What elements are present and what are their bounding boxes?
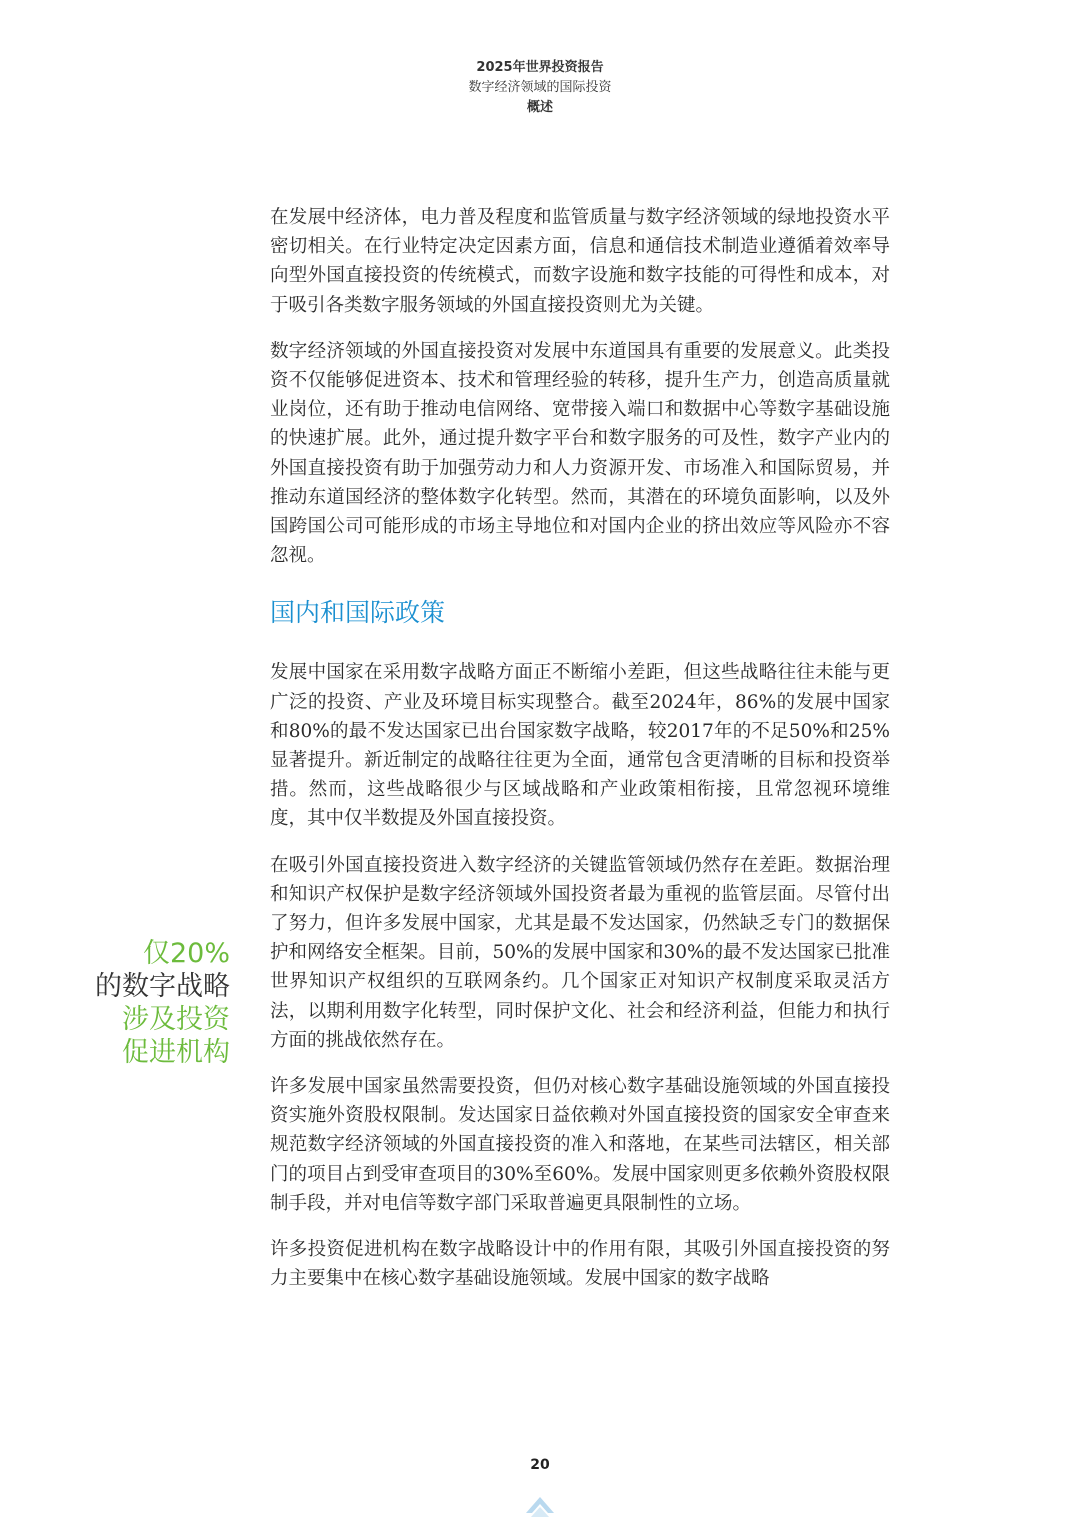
callout-line-2: 的数字战略 xyxy=(95,971,230,1002)
pull-quote-callout xyxy=(40,937,230,1069)
callout-line-3: 涉及投资 xyxy=(122,1004,230,1035)
section-heading: 国内和国际政策 xyxy=(270,598,446,628)
paragraph-1: 在发展中经济体，电力普及程度和监管质量与数字经济领域的绿地投资水平密切相关。在行业特定决定因素方面，信息和通信技术制造业遵循着效率导向型外国直接投资的传统模式，而数字设施和数字技能的可得性和成本，对于吸引各类数字服务领域的外国直接投资则尤为关键。 xyxy=(270,207,890,316)
paragraph-4: 在吸引外国直接投资进入数字经济的关键监管领域仍然存在差距。数据治理和知识产权保护是数字经济领域外国投资者最为重视的监管层面。尽管付出了努力，但许多发展中国家，尤其是最不发达国家，仍然缺乏专门的数据保护和网络安全框架。目前，50%的发展中国家和30%的最不发达国家已批准世界知识产权组织的互联网条约。几个国家正对知识产权制度采取灵活方法，以期利用数字化转型，同时保护文化、社会和经济利益，但能力和执行方面的挑战依然存在。 xyxy=(270,854,890,1051)
paragraph-2: 数字经济领域的外国直接投资对发展中东道国具有重要的发展意义。此类投资不仅能够促进资本、技术和管理经验的转移，提升生产力，创造高质量就业岗位，还有助于推动电信网络、宽带接入端口和数据中心等数字基础设施的快速扩展。此外，通过提升数字平台和数字服务的可及性，数字产业内的外国直接投资有助于加强劳动力和人力资源开发、市场准入和国际贸易，并推动东道国经济的整体数字化转型。然而，其潜在的环境负面影响，以及外国跨国公司可能形成的市场主导地位和对国内企业的挤出效应等风险亦不容忽视。 xyxy=(270,340,890,567)
section-label: 概述 xyxy=(526,100,553,115)
report-title: 2025年世界投资报告 xyxy=(476,60,604,75)
page-header xyxy=(0,58,1080,118)
callout-line-4: 促进机构 xyxy=(122,1037,230,1068)
main-text-column xyxy=(270,203,890,1311)
paragraph-5: 许多发展中国家虽然需要投资，但仍对核心数字基础设施领域的外国直接投资实施外资股权限制。发达国家日益依赖对外国直接投资的国家安全审查来规范数字经济领域的外国直接投资的准入和落地，在某些司法辖区，相关部门的项目占到受审查项目的30%至60%。发展中国家则更多依赖外资股权限制手段，并对电信等数字部门采取普遍更具限制性的立场。 xyxy=(270,1076,890,1214)
chevron-up-icon[interactable] xyxy=(522,1487,558,1519)
report-subtitle: 数字经济领域的国际投资 xyxy=(468,80,612,95)
callout-line-1: 仅20% xyxy=(142,938,230,969)
paragraph-6: 许多投资促进机构在数字战略设计中的作用有限，其吸引外国直接投资的努力主要集中在核心数字基础设施领域。发展中国家的数字战略 xyxy=(270,1239,890,1290)
paragraph-3: 发展中国家在采用数字战略方面正不断缩小差距，但这些战略往往未能与更广泛的投资、产业及环境目标实现整合。截至2024年，86%的发展中国家和80%的最不发达国家已出台国家数字战略，较2017年的不足50%和25%显著提升。新近制定的战略往往更为全面，通常包含更清晰的目标和投资举措。然而，这些战略很少与区域战略和产业政策相衔接，且常忽视环境维度，其中仅半数提及外国直接投资。 xyxy=(270,662,890,830)
page-number: 20 xyxy=(530,1457,550,1473)
